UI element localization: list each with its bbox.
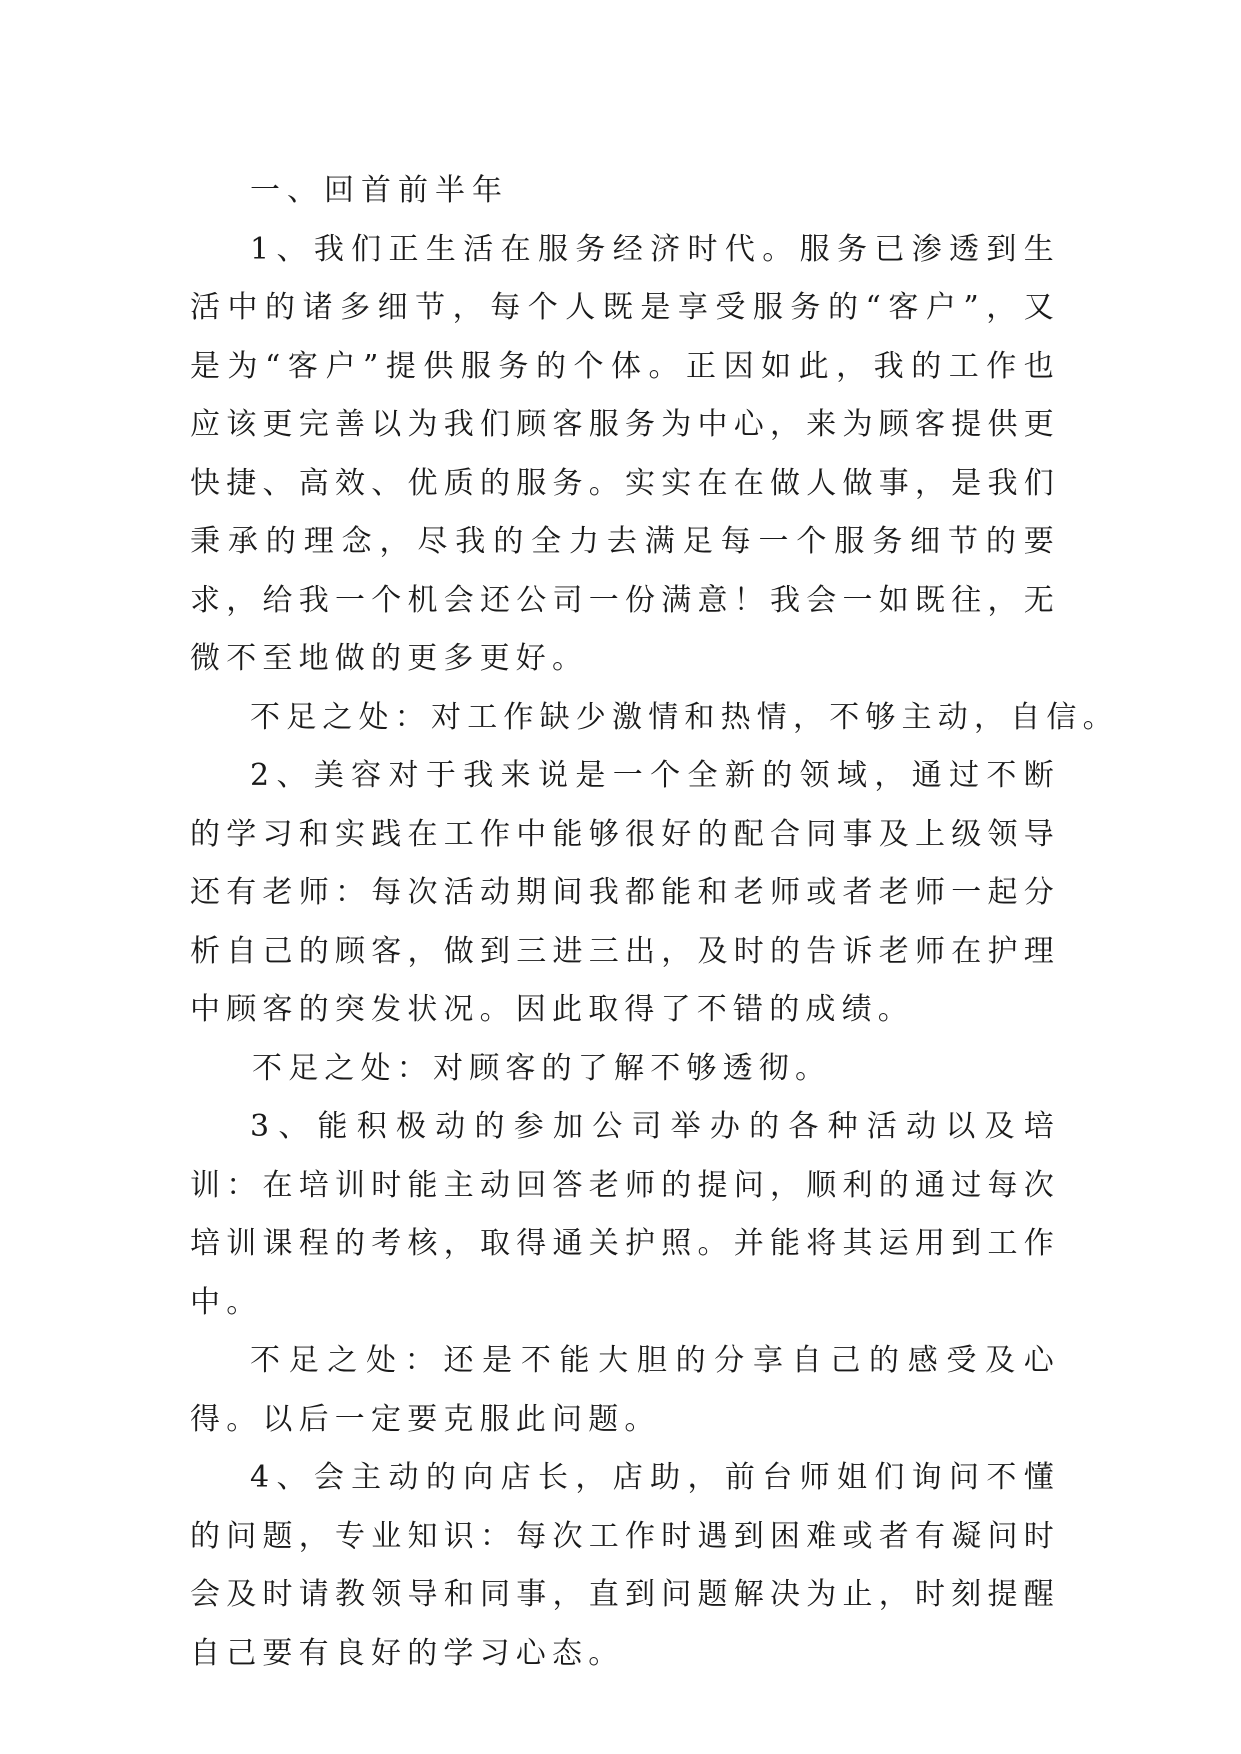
section-heading: 一、回首前半年 [250,173,509,208]
paragraph-3: 3、能积极动的参加公司举办的各种活动以及培训：在培训时能主动回答老师的提问，顺利的通过每次培训课程的考核，取得通关护照。并能将其运用到工作中。 [190,1109,1060,1320]
paragraph-4: 4、会主动的向店长，店助，前台师姐们询问不懂的问题，专业知识：每次工作时遇到困难或者有凝问时会及时请教领导和同事，直到问题解决为止，时刻提醒自己要有良好的学习心态。 [190,1460,1060,1671]
paragraph-1-shortfall: 不足之处：对工作缺少激情和热情，不够主动，自信。 [250,699,1119,735]
paragraph-3-shortfall: 不足之处：还是不能大胆的分享自己的感受及心得。以后一定要克服此问题。 [190,1343,1060,1437]
paragraph-2-shortfall: 不足之处：对顾客的了解不够透彻。 [252,1050,832,1086]
paragraph-1: 1、我们正生活在服务经济时代。服务已渗透到生活中的诸多细节，每个人既是享受服务的“客户”，又是为“客户”提供服务的个体。正因如此，我的工作也应该更完善以为我们顾客服务为中心，来为顾客提供更快捷、高效、优质的服务。实实在在做人做事，是我们秉承的理念，尽我的全力去满足每一个服务细节的要求，给我一个机会还公司一份满意！我会一如既往，无微不至地做的更多更好。 [190,231,1060,676]
document-body [190,162,1119,1683]
paragraph-2: 2、美容对于我来说是一个全新的领域，通过不断的学习和实践在工作中能够很好的配合同事及上级领导还有老师：每次活动期间我都能和老师或者老师一起分析自己的顾客，做到三进三出，及时的告诉老师在护理中顾客的突发状况。因此取得了不错的成绩。 [190,758,1060,1027]
